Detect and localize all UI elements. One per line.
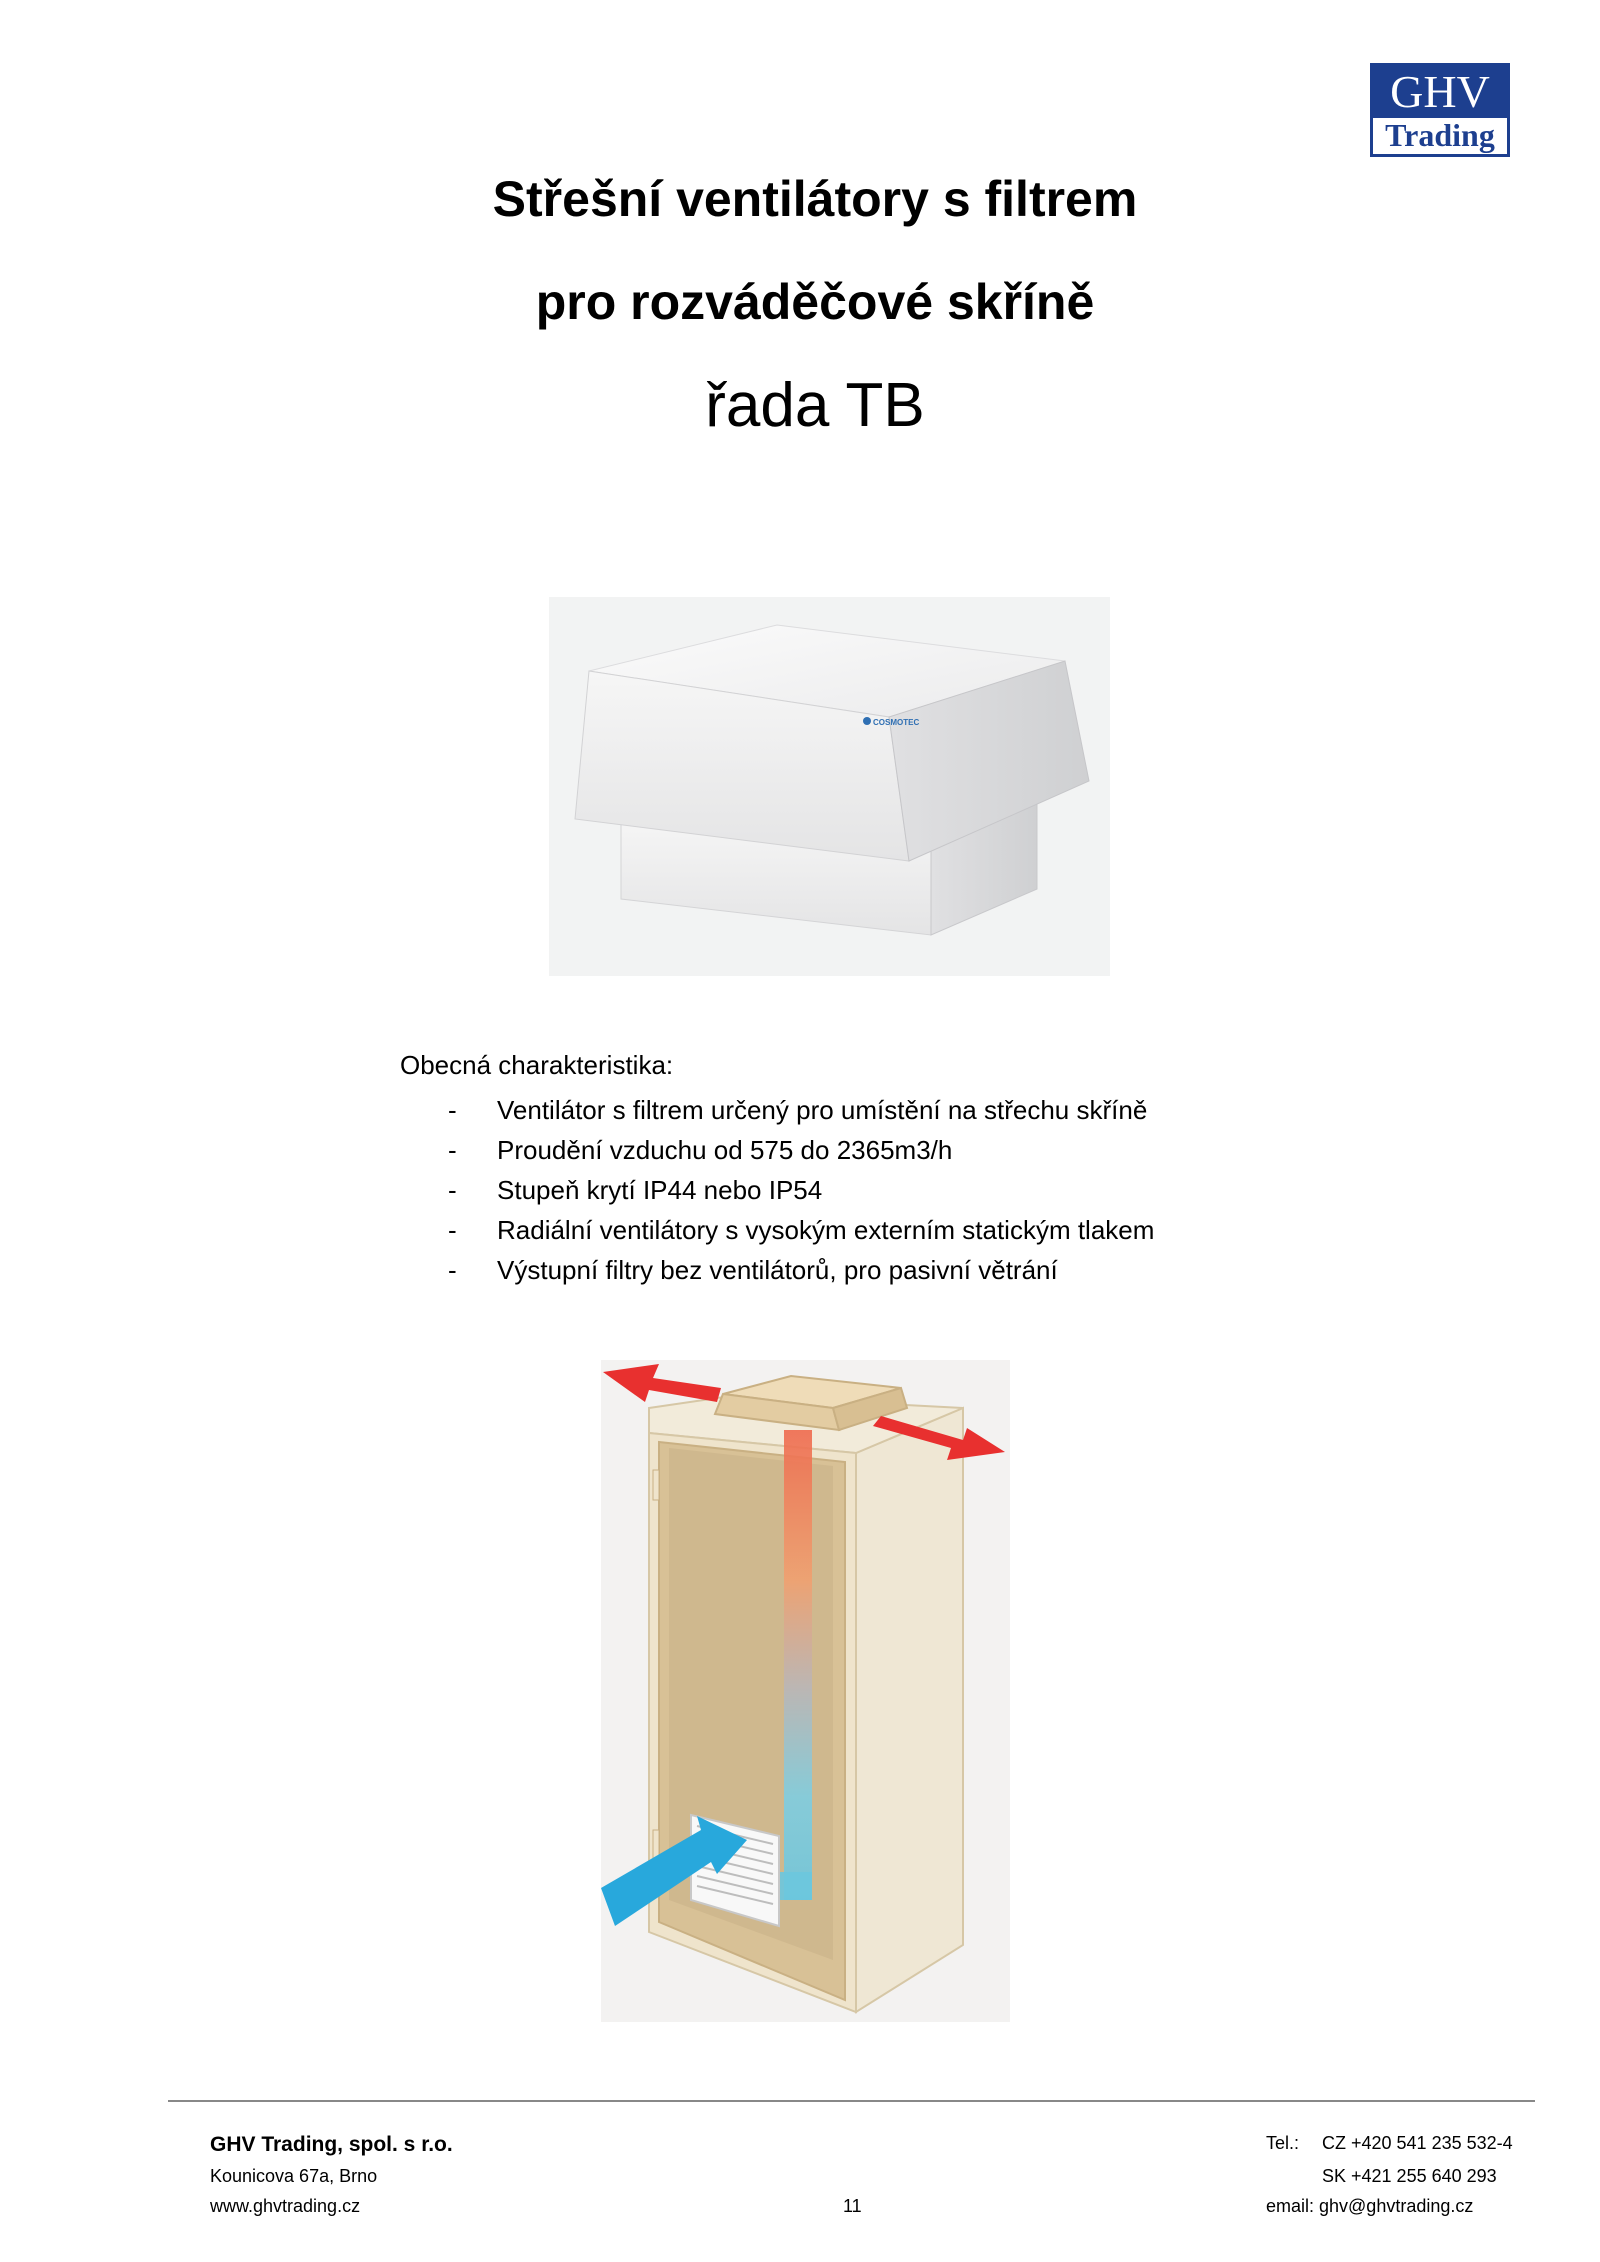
page-number: 11 bbox=[843, 2196, 862, 2216]
footer-tel-sk: SK +421 255 640 293 bbox=[1322, 2166, 1497, 2186]
series-title: řada TB bbox=[705, 371, 925, 440]
footer-address: Kounicova 67a, Brno bbox=[210, 2166, 378, 2186]
page-title-line-1: Střešní ventilátory s filtrem bbox=[492, 171, 1138, 227]
footer-company: GHV Trading, spol. s r.o. bbox=[210, 2133, 453, 2156]
footer-divider bbox=[168, 2100, 1535, 2102]
company-logo bbox=[1370, 63, 1510, 157]
list-item: - Stupeň krytí IP44 nebo IP54 bbox=[448, 1175, 823, 1205]
logo-line-1: GHV bbox=[1373, 66, 1507, 118]
footer-email[interactable]: email: ghv@ghvtrading.cz bbox=[1266, 2196, 1474, 2216]
product-photo bbox=[549, 597, 1110, 976]
brand-mark: COSMOTEC bbox=[873, 718, 920, 727]
footer-website[interactable]: www.ghvtrading.cz bbox=[210, 2196, 361, 2216]
footer-tel-cz: CZ +420 541 235 532-4 bbox=[1322, 2133, 1513, 2153]
roof-fan-illustration bbox=[549, 597, 1110, 976]
characteristics-list bbox=[448, 1090, 1154, 1290]
list-item: - Ventilátor s filtrem určený pro umístění na střechu skříně bbox=[448, 1095, 1148, 1125]
footer-tel-label: Tel.: bbox=[1266, 2133, 1300, 2153]
cabinet-airflow-illustration bbox=[601, 1360, 1010, 2022]
list-item: - Výstupní filtry bez ventilátorů, pro pasivní větrání bbox=[448, 1255, 1058, 1285]
characteristics-heading: Obecná charakteristika: bbox=[400, 1050, 674, 1080]
logo-line-2: Trading bbox=[1385, 117, 1495, 153]
list-item: - Proudění vzduchu od 575 do 2365m3/h bbox=[448, 1135, 953, 1165]
airflow-diagram bbox=[601, 1360, 1010, 2022]
list-item: - Radiální ventilátory s vysokým externím statickým tlakem bbox=[448, 1215, 1155, 1245]
page-title-line-2: pro rozváděčové skříně bbox=[535, 274, 1095, 330]
